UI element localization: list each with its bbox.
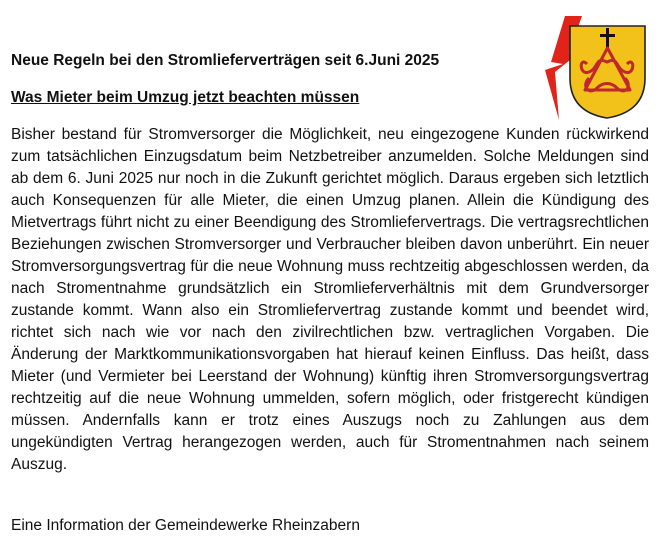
page-subtitle: Was Mieter beim Umzug jetzt beachten müssen [11, 89, 360, 106]
page-title: Neue Regeln bei den Stromlieferverträgen seit 6.Juni 2025 [11, 52, 440, 69]
footer-note: Eine Information der Gemeindewerke Rheinzabern [11, 517, 360, 534]
coat-of-arms-lightning-icon [545, 12, 650, 120]
body-paragraph: Bisher bestand für Stromversorger die Möglichkeit, neu eingezogene Kunden rückwirkend zum tatsächlichen Einzugsdatum beim Netzbetreiber anzumelden. Solche Meldungen sind ab dem 6. Juni 2025 nur noch in die Zukunft gerichtet möglich. Daraus ergeben sich letztlich auch Konsequenzen für alle Mieter, die einen Umzug planen. Allein die Kündigung des Mietvertrags führt nicht zu einer Beendigung des Stromliefervertrags. Die vertragsrechtlichen Beziehungen zwischen Stromversorger und Verbraucher bleiben davon unberührt. Ein neuer Stromversorgungsvertrag für die neue Wohnung muss rechtzeitig abgeschlossen werden, da nach Stromentnahme grundsätzlich ein Stromlieferverhältnis mit dem Grundversorger zustande kommt. Wann also ein Stromliefervertrag zustande kommt und beendet wird, richtet sich nach wie vor nach den zivilrechtlichen bzw. vertraglichen Vorgaben. Die Änderung der Marktkommunikationsvorgaben hat hierauf keinen Einfluss. Das heißt, dass Mieter (und Vermieter bei Leerstand der Wohnung) künftig ihren Stromversorgungsvertrag rechtzeitig auf die neue Wohnung ummelden, sofern möglich, oder fristgerecht kündigen müssen. Andernfalls kann er trotz eines Auszugs noch zu Zahlungen aus dem ungekündigten Vertrag herangezogen werden, auch für Stromentnahmen nach seinem Auszug. [11, 126, 649, 473]
